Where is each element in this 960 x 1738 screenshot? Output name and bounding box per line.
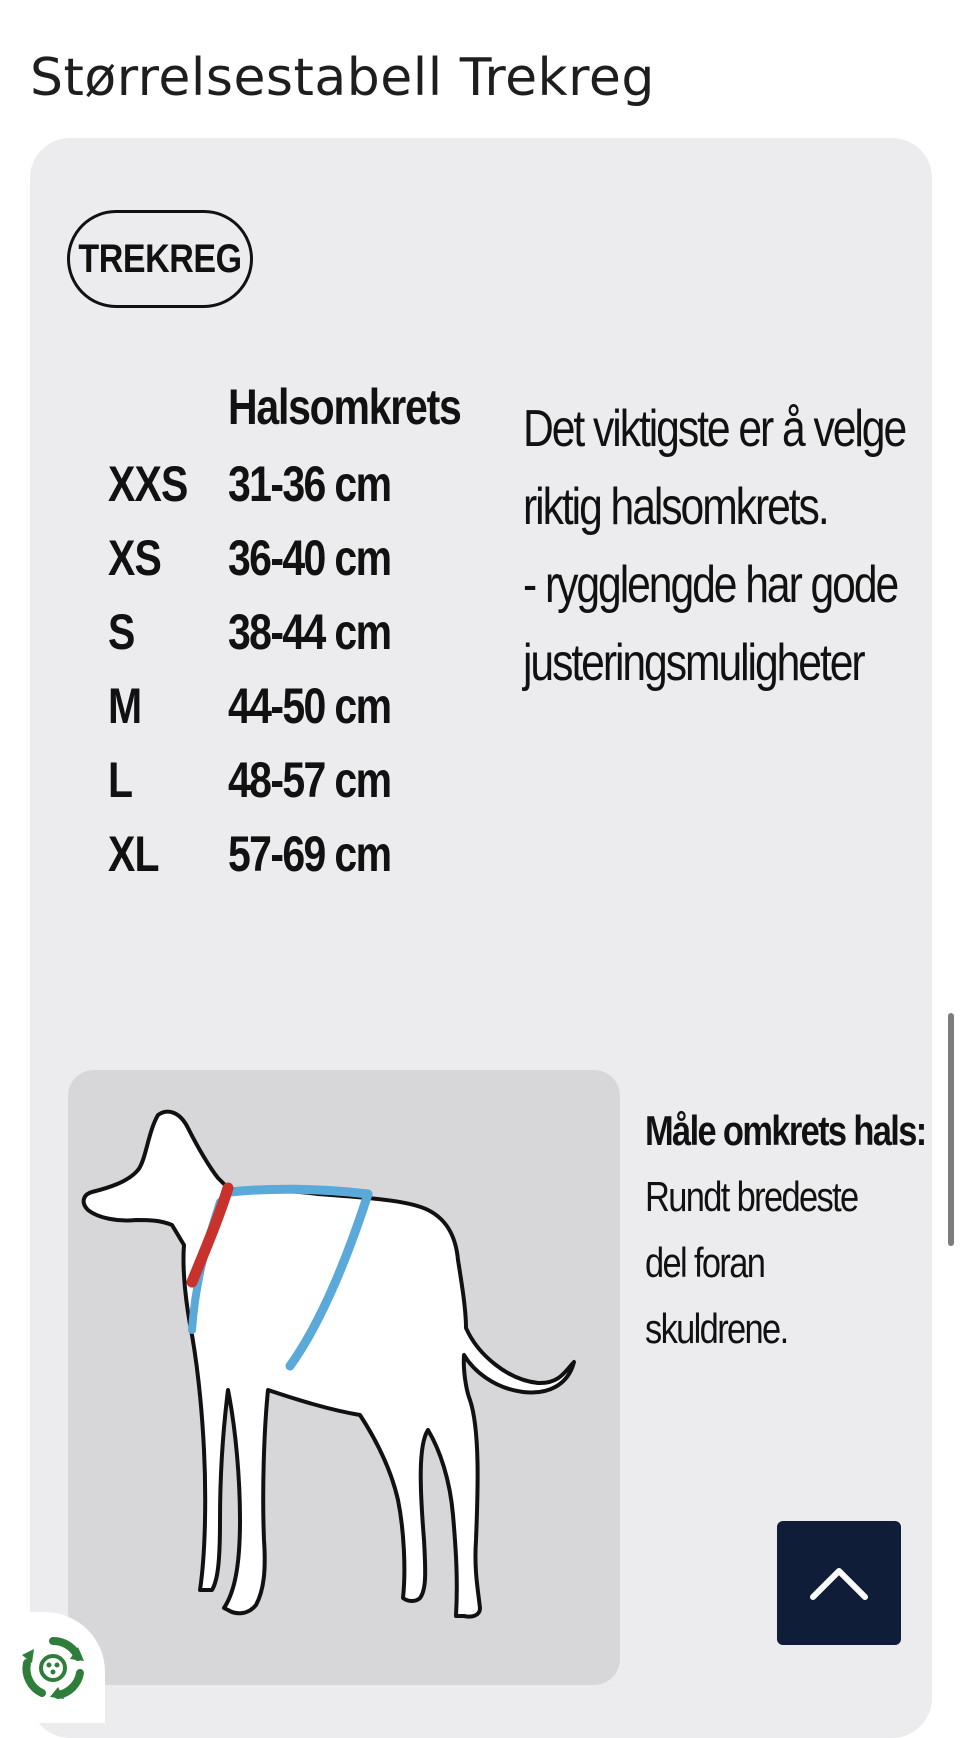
page-title: Størrelsestabell Trekreg xyxy=(30,48,655,108)
size-row xyxy=(108,751,508,825)
product-badge xyxy=(67,210,253,308)
dog-illustration-panel xyxy=(68,1070,620,1685)
note-line: - rygglengde har gode xyxy=(523,556,898,614)
note-line: riktig halsomkrets. xyxy=(523,478,828,536)
harness-strap-upper xyxy=(230,1189,368,1194)
dog-harness-illustration xyxy=(68,1070,620,1685)
neck-measurement: 31-36 cm xyxy=(228,456,391,512)
size-row xyxy=(108,603,508,677)
size-label: L xyxy=(108,752,133,808)
recycle-icon xyxy=(18,1633,88,1703)
chevron-up-icon xyxy=(807,1563,871,1603)
note-line: Det viktigste er å velge xyxy=(523,400,906,458)
measure-line: Rundt bredeste xyxy=(645,1173,858,1220)
product-badge-label: TREKREG xyxy=(78,236,242,281)
measure-line: del foran xyxy=(645,1239,765,1286)
size-row xyxy=(108,825,508,899)
scrollbar-thumb[interactable] xyxy=(948,1013,954,1246)
measure-instructions xyxy=(645,1098,935,1362)
neck-measurement: 36-40 cm xyxy=(228,530,391,586)
column-header-neck: Halsomkrets xyxy=(228,379,461,435)
size-row xyxy=(108,677,508,751)
size-row xyxy=(108,455,508,529)
measure-line: skuldrene. xyxy=(645,1305,788,1352)
size-label: M xyxy=(108,678,142,734)
measure-title: Måle omkrets hals: xyxy=(645,1107,926,1154)
neck-measurement: 48-57 cm xyxy=(228,752,391,808)
size-label: XXS xyxy=(108,456,188,512)
size-row xyxy=(108,529,508,603)
neck-measurement: 57-69 cm xyxy=(228,826,391,882)
size-label: XL xyxy=(108,826,159,882)
size-advice-note xyxy=(523,390,943,702)
size-label: S xyxy=(108,604,135,660)
back-to-top-button[interactable] xyxy=(777,1521,901,1645)
note-line: justeringsmuligheter xyxy=(523,634,864,692)
neck-measurement: 38-44 cm xyxy=(228,604,391,660)
neck-measurement: 44-50 cm xyxy=(228,678,391,734)
size-label: XS xyxy=(108,530,162,586)
